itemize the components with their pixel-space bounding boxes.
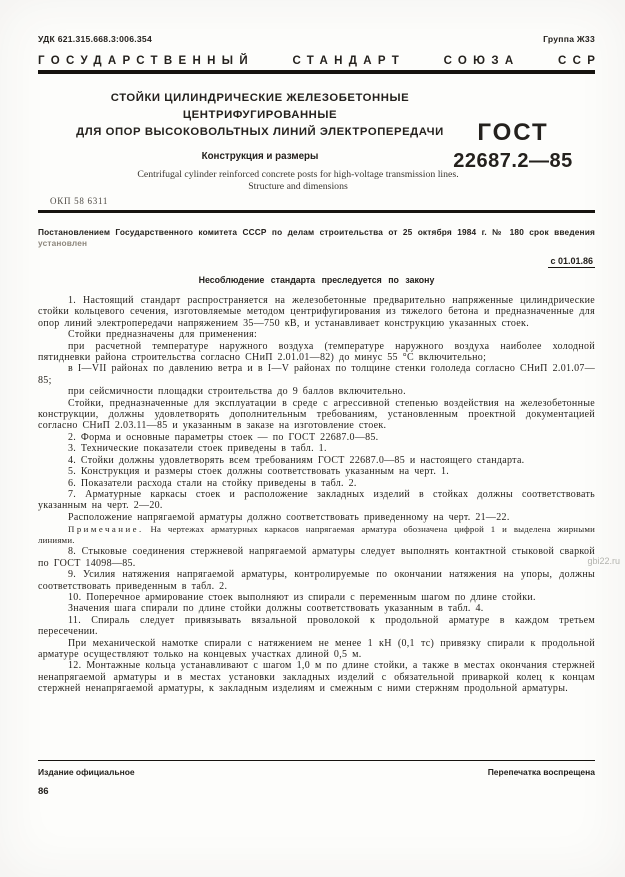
decree-paragraph [38, 227, 595, 249]
udk-code: УДК 621.315.668.3:006.354 [38, 34, 152, 44]
law-notice: Несоблюдение стандарта преследуется по закону [198, 275, 435, 285]
paragraph-20: 12. Монтажные кольца устанавливают с шагом 1,0 м по длине стойки, а также в местах окончания стержней ненапрягаемой арматуры и в местах установки закладных изделий с обязательной приваркой колец к концам стержней ненапрягаемой арматуры, к закладным изделиям и смежным с ними стержням продольной арматуры. [38, 660, 595, 695]
paragraph-18: 11. Спираль следует привязывать вязальной проволокой к продольной арматуре в каждом третьем пересечении. [38, 614, 595, 638]
paragraph-15: 9. Усилия натяжения напрягаемой арматуры, контролируемые по окончании натяжения на упоры, должны соответствовать приведенным в табл. 2. [38, 569, 595, 592]
paragraph-9: 4. Стойки должны удовлетворять всем требованиям ГОСТ 22687.0—85 и настоящего стандарта. [68, 454, 525, 466]
footer-row [38, 760, 595, 777]
divider-title [38, 210, 595, 213]
note-label: Примечание. [68, 524, 144, 535]
paragraph-12: 7. Арматурные каркасы стоек и расположение закладных изделий в стойках должны соответствовать указанным на черт. 2—20. [38, 488, 595, 512]
standard-subtitle: Конструкция и размеры [201, 151, 319, 162]
paragraph-4: в I—VII районах по давлению ветра и в I—V районах по толщине стенки гололеда согласно СНиП 2.01.07—85; [38, 363, 595, 386]
meta-row [38, 34, 595, 44]
decree-text: Постановлением Государственного комитета СССР по делам строительства от 25 октября 1984 г. № 180 срок введения [38, 227, 595, 237]
masthead-word: СТАНДАРТ [292, 55, 406, 67]
paragraph-5: при сейсмичности площадки строительства до 9 баллов включительно. [68, 386, 406, 398]
masthead-title [38, 55, 602, 67]
title-en-line-2: Structure and dimensions [248, 180, 348, 192]
paragraph-2: Стойки предназначены для применения: [68, 329, 258, 341]
page-number: 86 [38, 786, 49, 797]
gost-label: ГОСТ [477, 119, 549, 146]
divider-top [38, 70, 595, 74]
paragraph-19: При механической намотке спирали с натяжением не менее 1 кН (0,1 тс) привязку спирали к продольной арматуре осуществляют только на концевых участках длиной 0,5 м. [38, 637, 595, 660]
gost-stamp [437, 121, 589, 171]
decree-tail: установлен [38, 238, 88, 248]
note-text: На чертежах арматурных каркасов напрягаемая арматура обозначена цифрой 1 и выделена жирными линиями. [38, 524, 595, 545]
watermark: gbi22.ru [587, 556, 620, 566]
title-en-line-1: Centrifugal cylinder reinforced concrete posts for high-voltage transmission lines. [137, 169, 459, 180]
title-line-1: СТОЙКИ ЦИЛИНДРИЧЕСКИЕ ЖЕЛЕЗОБЕТОННЫЕ [110, 92, 410, 104]
title-line-2: ЦЕНТРИФУГИРОВАННЫЕ [182, 109, 338, 121]
paragraph-11: 6. Показатели расхода стали на стойку приведены в табл. 2. [68, 477, 357, 489]
masthead-word: СОЮЗА [443, 55, 520, 67]
paragraph-8: 3. Технические показатели стоек приведены в табл. 1. [68, 443, 327, 455]
paragraph-16: 10. Поперечное армирование стоек выполняют из спирали с переменным шагом по длине стойки. [68, 591, 536, 603]
effective-date: с 01.01.86 [550, 256, 593, 266]
paragraph-7: 2. Форма и основные параметры стоек — по ГОСТ 22687.0—85. [68, 431, 379, 443]
paragraph-6: Стойки, предназначенные для эксплуатации в среде с агрессивной степенью воздействия на железобетонные конструкции, должны удовлетворять дополнительным требованиям, установленным проектной документацией согласно СНиП 2.03.11—85 и указанным в заказе на изготовление стоек. [38, 397, 595, 432]
group-code: Группа Ж33 [543, 34, 595, 44]
paragraph-3: при расчетной температуре наружного воздуха (температуре наружного воздуха наиболее холодной пятидневки района строительства согласно СНиП 2.01.01—82) до минус 55 °С включительно; [38, 340, 595, 364]
title-block [38, 90, 595, 210]
masthead-word: ССР [558, 55, 602, 67]
standard-title-en [38, 169, 558, 192]
okp-code: ОКП 58 6311 [50, 196, 109, 206]
paragraph-14: 8. Стыковые соединения стержневой напрягаемой арматуры следует выполнять контактной стыковой сваркой по ГОСТ 14098—85. [38, 546, 595, 569]
gost-number: 22687.2—85 [453, 150, 573, 172]
paragraph-17: Значения шага спирали по длине стойки должны соответствовать указанным в табл. 4. [68, 603, 484, 615]
paragraph-10: 5. Конструкция и размеры стоек должны соответствовать указанным на черт. 1. [68, 466, 450, 478]
paragraph-13: Расположение напрягаемой арматуры должно соответствовать приведенному на черт. 21—22. [68, 511, 510, 523]
title-line-3: ДЛЯ ОПОР ВЫСОКОВОЛЬТНЫХ ЛИНИЙ ЭЛЕКТРОПЕРЕДАЧИ [76, 126, 444, 138]
footer-edition: Издание официальное [38, 767, 135, 777]
paragraph-1: 1. Настоящий стандарт распространяется на железобетонные предварительно напряженные цилиндрические стойки кольцевого сечения, изготовляемые методом центрифугирования из тяжелого бетона и предназначенные для опор линий электропередачи напряжением 35—750 кВ, и устанавливает конструкцию указанных стоек. [38, 295, 595, 329]
footer-reprint: Перепечатка воспрещена [487, 767, 595, 777]
body-text [38, 295, 595, 695]
masthead-word: ГОСУДАРСТВЕННЫЙ [38, 55, 254, 67]
standard-title-ru [60, 90, 460, 141]
note-paragraph [38, 524, 595, 545]
